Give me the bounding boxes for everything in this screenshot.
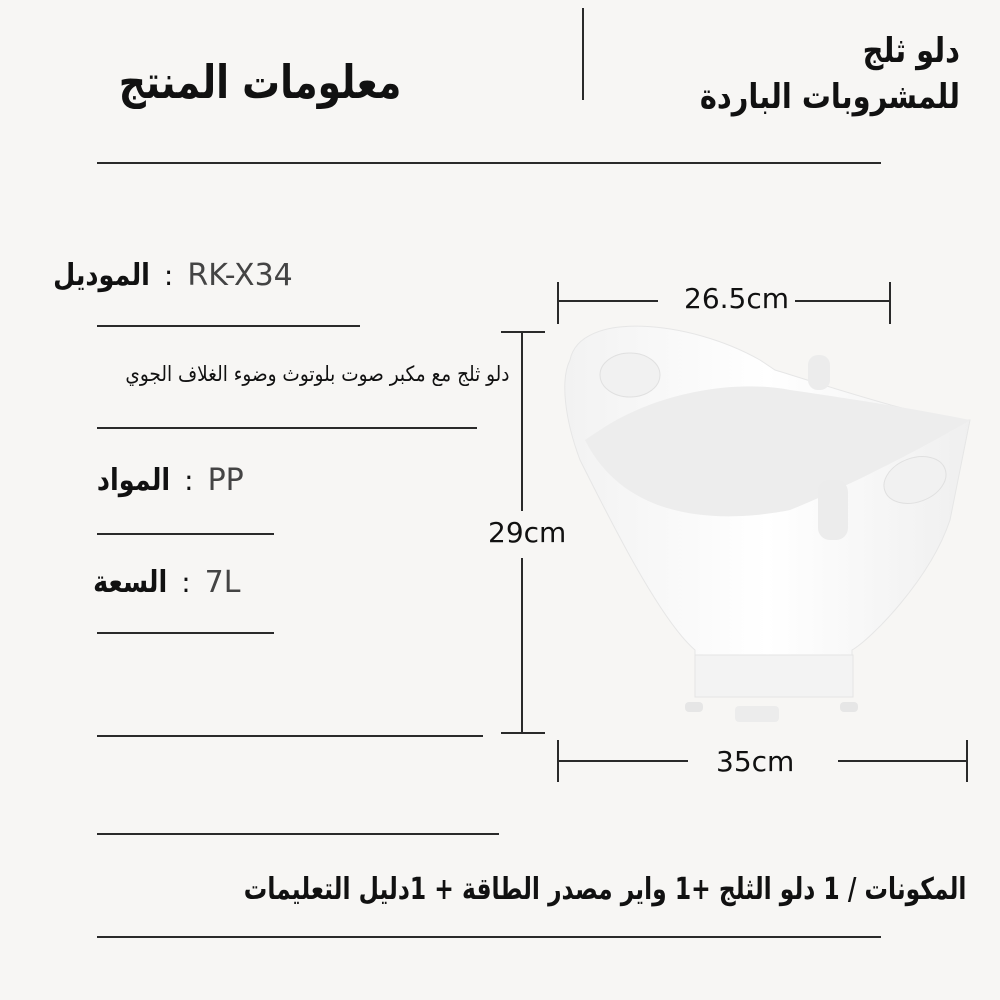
divider (97, 833, 499, 835)
dim-bottom-width-label: 35cm (712, 745, 798, 778)
spec-material-value: PP (207, 462, 244, 498)
spec-model-label: الموديل (53, 257, 150, 293)
header-underline (97, 162, 881, 164)
dim-height-top-tick (501, 331, 545, 333)
components-text: المكونات / 1 دلو الثلج +1 واير مصدر الطاقة + 1دليل التعليمات (243, 872, 966, 907)
colon: : (184, 463, 194, 497)
dim-height-bottom-tick (501, 732, 545, 734)
spec-model (36, 250, 356, 300)
dim-top-right-tick (889, 282, 891, 324)
ice-bucket-image (540, 320, 990, 730)
dim-bottom-right-tick (966, 740, 968, 782)
dim-height-line-bottom (521, 558, 523, 733)
divider (97, 427, 477, 429)
divider (97, 325, 360, 327)
product-name (654, 28, 960, 120)
divider (97, 735, 483, 737)
divider (97, 533, 274, 535)
spec-material (84, 458, 304, 502)
dim-bottom-line-left (558, 760, 688, 762)
dim-top-line-right (795, 300, 890, 302)
dim-height-line-top (521, 331, 523, 511)
product-name-line2: للمشروبات الباردة (699, 77, 960, 117)
dim-top-line-left (558, 300, 658, 302)
dim-height-label: 29cm (488, 516, 567, 549)
spec-model-value: RK-X34 (187, 257, 293, 293)
spec-capacity (80, 560, 300, 604)
page-title: معلومات المنتج (118, 55, 402, 109)
divider (97, 632, 274, 634)
spec-capacity-label: السعة (93, 564, 168, 600)
spec-material-label: المواد (96, 462, 171, 498)
spec-capacity-value: 7L (204, 564, 241, 600)
dim-top-left-tick (557, 282, 559, 324)
product-description: دلو ثلج مع مكبر صوت بلوتوث وضوء الغلاف الجوي (125, 362, 510, 386)
footer-underline (97, 936, 881, 938)
dim-top-width-label: 26.5cm (680, 282, 793, 315)
dim-bottom-line-right (838, 760, 968, 762)
product-name-line1: دلو ثلج (862, 31, 960, 71)
header-divider (582, 8, 584, 100)
colon: : (163, 258, 174, 292)
colon: : (181, 565, 191, 599)
